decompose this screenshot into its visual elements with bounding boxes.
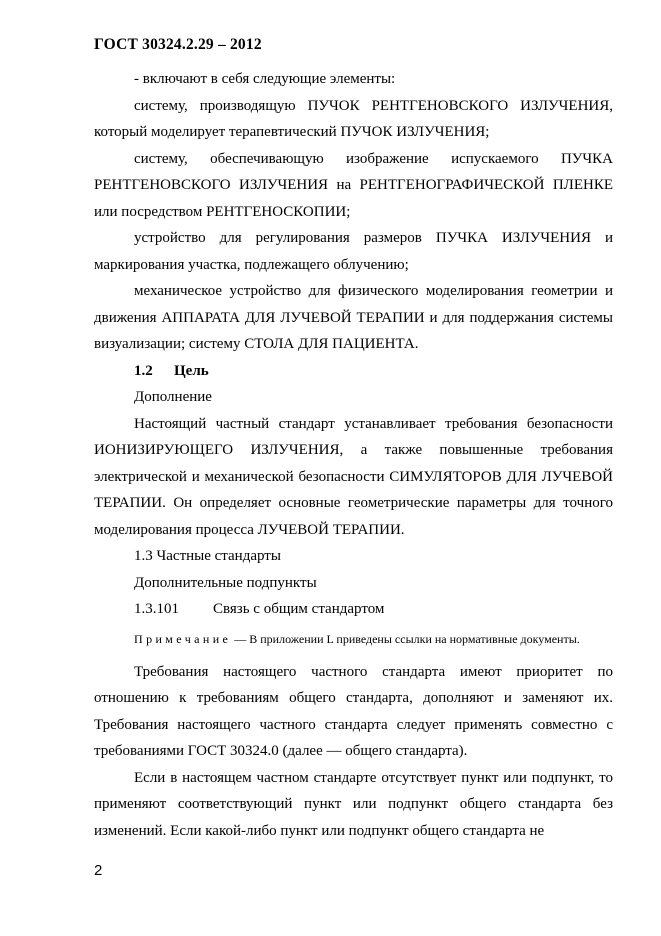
document-header: ГОСТ 30324.2.29 – 2012 [94,36,262,53]
list-item-mechanical-device: механическое устройство для физического моделирования геометрии и движения АППАРАТА ДЛЯ ЛУЧЕВОЙ ТЕРАПИИ и для поддержания системы визуализации; систему СТОЛА ДЛЯ ПАЦИЕНТА. [94,283,613,352]
list-item-beam-system: систему, производящую ПУЧОК РЕНТГЕНОВСКОГО ИЗЛУЧЕНИЯ, который моделирует терапевтический ПУЧОК ИЗЛУЧЕНИЯ; [94,97,613,140]
section-number: 1.2 [134,362,153,379]
section-subtitle: Дополнение [134,389,212,405]
subsection-heading-1-3-101 [94,596,613,623]
section-subtitle: Дополнительные подпункты [134,574,317,591]
list-item-imaging-system: систему, обеспечивающую изображение испускаемого ПУЧКА РЕНТГЕНОВСКОГО ИЗЛУЧЕНИЯ на РЕНТГЕНОГРАФИЧЕСКОЙ ПЛЕНКЕ или посредством РЕНТГЕНОСКОПИИ; [94,150,613,220]
page-number: 2 [94,862,103,879]
subsection-title: Связь с общим стандартом [213,601,385,617]
list-item-collimator-device: устройство для регулирования размеров ПУЧКА ИЗЛУЧЕНИЯ и маркирования участка, подлежащего облучению; [94,230,613,273]
section-title: Цель [174,362,209,379]
note-label: Примечание [134,631,232,646]
document-body [94,66,613,844]
note [94,629,613,649]
missing-clause-paragraph: Если в настоящем частном стандарте отсутствует пункт или подпункт, то применяют соответствующий пункт или подпункт общего стандарта без изменений. Если какой-либо пункт или подпункт общего стандарта не [94,769,613,839]
section-heading-1-3: 1.3 Частные стандарты [134,548,281,564]
section-heading-1-2 [94,358,613,385]
note-text: — В приложении L приведены ссылки на нормативные документы. [231,631,580,646]
subsection-number: 1.3.101 [134,601,179,617]
list-intro: - включают в себя следующие элементы: [134,71,396,87]
priority-paragraph: Требования настоящего частного стандарта имеют приоритет по отношению к требованиям общего стандарта, дополняют и заменяют их. Требования настоящего частного стандарта следует применять совместно с требованиями ГОСТ 30324.0 (далее — общего стандарта). [94,663,613,759]
purpose-paragraph: Настоящий частный стандарт устанавливает требования безопасности ИОНИЗИРУЮЩЕГО ИЗЛУЧЕНИЯ, а также повышенные требования электрической и механической безопасности СИМУЛЯТОРОВ ДЛЯ ЛУЧЕВОЙ ТЕРАПИИ. Он определяет основные геометрические параметры для точного моделирования процесса ЛУЧЕВОЙ ТЕРАПИИ. [94,415,613,538]
